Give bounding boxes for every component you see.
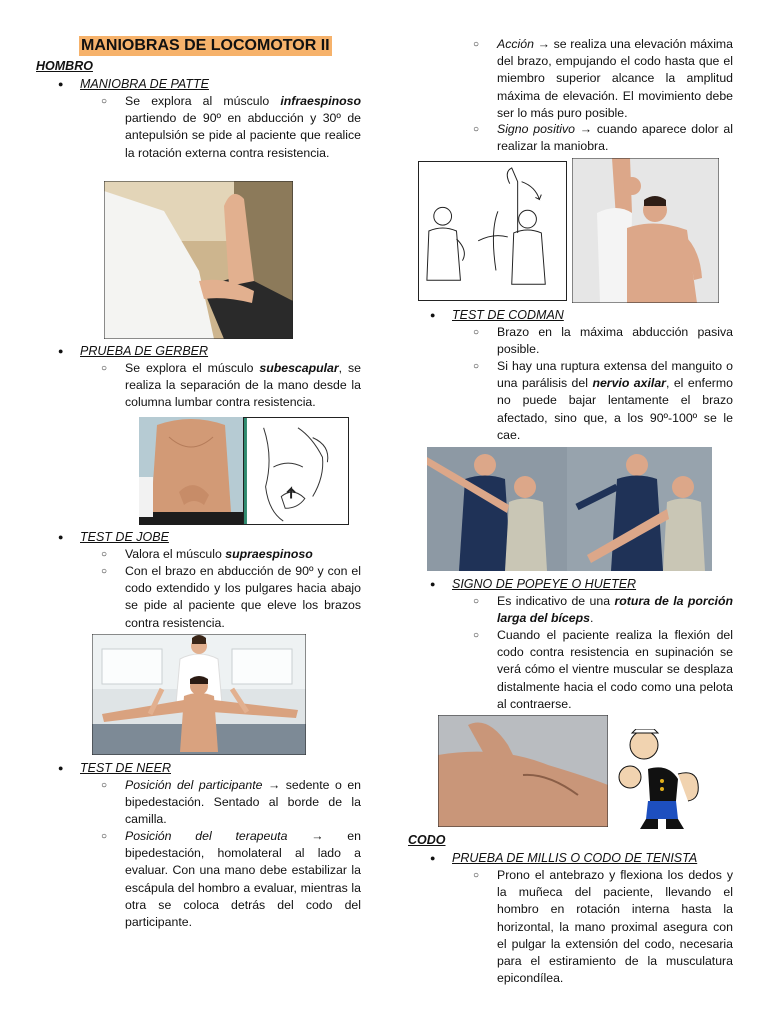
neer-bullet-2: ○ Posición del terapeuta → en bipedestación, homolateral al lado a evaluar. Con una mano debe estabilizar la escápula del hombro a evaluar, mientras la otra se coloca detrás del codo del participante. [125,828,361,931]
jobe-bullet-1: ○ Valora el músculo supraespinoso [125,546,361,563]
photo-popeye-arm [438,715,608,827]
drawing-neer [418,161,567,301]
popeye-bullet-2: ○ Cuando el paciente realiza la flexión del codo contra resistencia en supinación se verá cómo el vientre muscular se desplaza distalmente hacia el codo como una pelota al contraerse. [497,627,733,713]
popeye-bullet-1: ○ Es indicativo de una rotura de la porción larga del bíceps. [497,593,733,627]
photo-jobe [92,634,306,755]
heading-patte: ● MANIOBRA DE PATTE [80,76,209,93]
neer-bullet-4: ○ Signo positivo → cuando aparece dolor al realizar la maniobra. [497,121,733,155]
page-title: MANIOBRAS DE LOCOMOTOR II [81,37,330,54]
photo-gerber [139,417,243,525]
codman-bullet-2: ○ Si hay una ruptura extensa del manguito o una parálisis del nervio axilar, el enfermo no puede bajar lentamente el brazo afectado, sino que, a los 90º-100º se le cae. [497,358,733,444]
photo-neer [572,158,719,303]
heading-millis: ● PRUEBA DE MILLIS O CODO DE TENISTA [452,850,697,867]
photo-codman [427,447,712,571]
millis-bullet-1: ○ Prono el antebrazo y flexiona los dedos y la muñeca del paciente, llevando el hombro en rotación interna hasta la horizontal, la mano proximal asegura con el pulgar la extensión del codo, necesaria para el estiramiento de la musculatura epicondílea. [497,867,733,987]
heading-jobe: ● TEST DE JOBE [80,529,169,546]
gerber-bullet-1: ○ Se explora el músculo subescapular, se realiza la separación de la mano desde la columna lumbar contra resistencia. [125,360,361,412]
heading-codman: ● TEST DE CODMAN [452,307,564,324]
heading-popeye: ● SIGNO DE POPEYE O HUETER [452,576,636,593]
neer-bullet-3: ○ Acción → se realiza una elevación máxima del brazo, empujando el codo hasta que el miembro superior alcance la amplitud máxima de elevación. El movimiento debe ser lo más puro posible. [497,36,733,122]
patte-bullet-1: ○ Se explora al músculo infraespinoso partiendo de 90º en abducción y 30º de antepulsión se pide al paciente que realice la rotación externa contra resistencia. [125,93,361,162]
jobe-bullet-2: ○ Con el brazo en abducción de 90º y con el codo extendido y los pulgares hacia abajo se pide al paciente que eleve los brazos contra resistencia. [125,563,361,632]
neer-bullet-1: ○ Posición del participante → sedente o en bipedestación. Sentado al borde de la camilla. [125,777,361,829]
popeye-cartoon [618,729,704,829]
photo-patte [104,181,293,339]
section-hombro: HOMBRO [36,59,93,73]
heading-gerber: ● PRUEBA DE GERBER [80,343,208,360]
heading-neer: ● TEST DE NEER [80,760,171,777]
section-codo: CODO [408,833,446,847]
drawing-gerber [243,417,349,525]
codman-bullet-1: ○ Brazo en la máxima abducción pasiva posible. [497,324,733,358]
